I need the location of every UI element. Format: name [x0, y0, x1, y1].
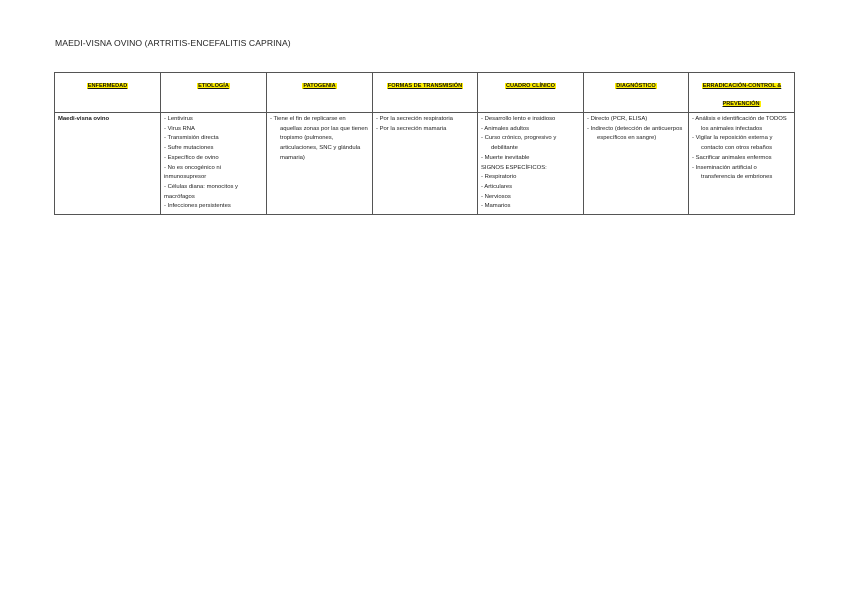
document-title: MAEDI-VISNA OVINO (ARTRITIS-ENCEFALITIS CAPRINA) — [55, 38, 291, 48]
list-item: - Infecciones persistentes — [164, 203, 231, 210]
etiologia-list — [164, 115, 263, 212]
signos-list — [481, 173, 580, 212]
table-row — [55, 113, 795, 215]
cell-erradicacion — [689, 113, 795, 215]
list-item: - Sacrificar animales enfermos — [692, 154, 772, 161]
header-enfermedad: ENFERMEDAD — [55, 73, 161, 113]
list-item: - Mamarios — [481, 203, 511, 210]
list-item: - Células diana: monocitos y macrófagos — [164, 183, 238, 200]
list-item: - Indirecto (detección de anticuerpos específicos en sangre) — [587, 125, 683, 142]
list-item: - Inseminación artificial o transferencia de embriones — [692, 164, 773, 181]
list-item: - Nerviosos — [481, 193, 511, 200]
list-item: - Lentivirus — [164, 116, 193, 122]
cell-transmision — [373, 113, 478, 215]
list-item: - Directo (PCR, ELISA) — [587, 116, 648, 122]
table-header-row — [55, 73, 795, 113]
cell-patogenia — [267, 113, 373, 215]
transmision-list — [376, 115, 474, 134]
list-item: - Muerte inevitable — [481, 154, 530, 161]
cell-cuadro-clinico — [478, 113, 584, 215]
list-item: - Sufre mutaciones — [164, 145, 214, 152]
patogenia-list — [270, 115, 369, 164]
erradicacion-list — [692, 115, 791, 183]
list-item: - Tiene el fin de replicarse en aquellas zonas por las que tienen tropismo (pulmones, articulaciones, SNC y glándula mamaria) — [270, 116, 368, 161]
diagnostico-list — [587, 115, 685, 144]
list-item: - Análisis e identificación de TODOS los animales infectados — [692, 116, 787, 132]
header-etiologia: ETIOLOGÍA — [161, 73, 267, 113]
header-transmision: FORMAS DE TRANSMISIÓN — [373, 73, 478, 113]
cell-diagnostico — [584, 113, 689, 215]
list-item: - Específico de ovino — [164, 154, 219, 161]
list-item: - Vigilar la reposición externa y contacto con otros rebaños — [692, 135, 773, 152]
list-item: - Desarrollo lento e insidioso — [481, 116, 556, 122]
list-item: - Transmisión directa — [164, 135, 219, 142]
list-item: - Curso crónico, progresivo y debilitante — [481, 135, 557, 152]
header-erradicacion: ERRADICACIÓN-CONTROL & PREVENCIÓN — [689, 73, 795, 113]
list-item: - Virus RNA — [164, 125, 195, 132]
header-patogenia: PATOGENIA — [267, 73, 373, 113]
list-item: - Animales adultos — [481, 125, 530, 132]
list-item: - Articulares — [481, 183, 513, 190]
header-diagnostico: DIAGNÓSTICO — [584, 73, 689, 113]
cell-etiologia — [161, 113, 267, 215]
cell-enfermedad: Maedi-visna ovino — [55, 113, 161, 215]
cuadro-clinico-list — [481, 115, 580, 164]
list-item: - Por la secreción mamaria — [376, 125, 447, 132]
list-item: - Respiratorio — [481, 174, 517, 181]
signos-especificos-label: SIGNOS ESPECÍFICOS: — [481, 164, 547, 171]
disease-table — [54, 72, 795, 215]
header-cuadro-clinico: CUADRO CLÍNICO — [478, 73, 584, 113]
list-item: - Por la secreción respiratoria — [376, 116, 453, 122]
list-item: - No es oncogénico ni inmunosupresor — [164, 164, 221, 181]
